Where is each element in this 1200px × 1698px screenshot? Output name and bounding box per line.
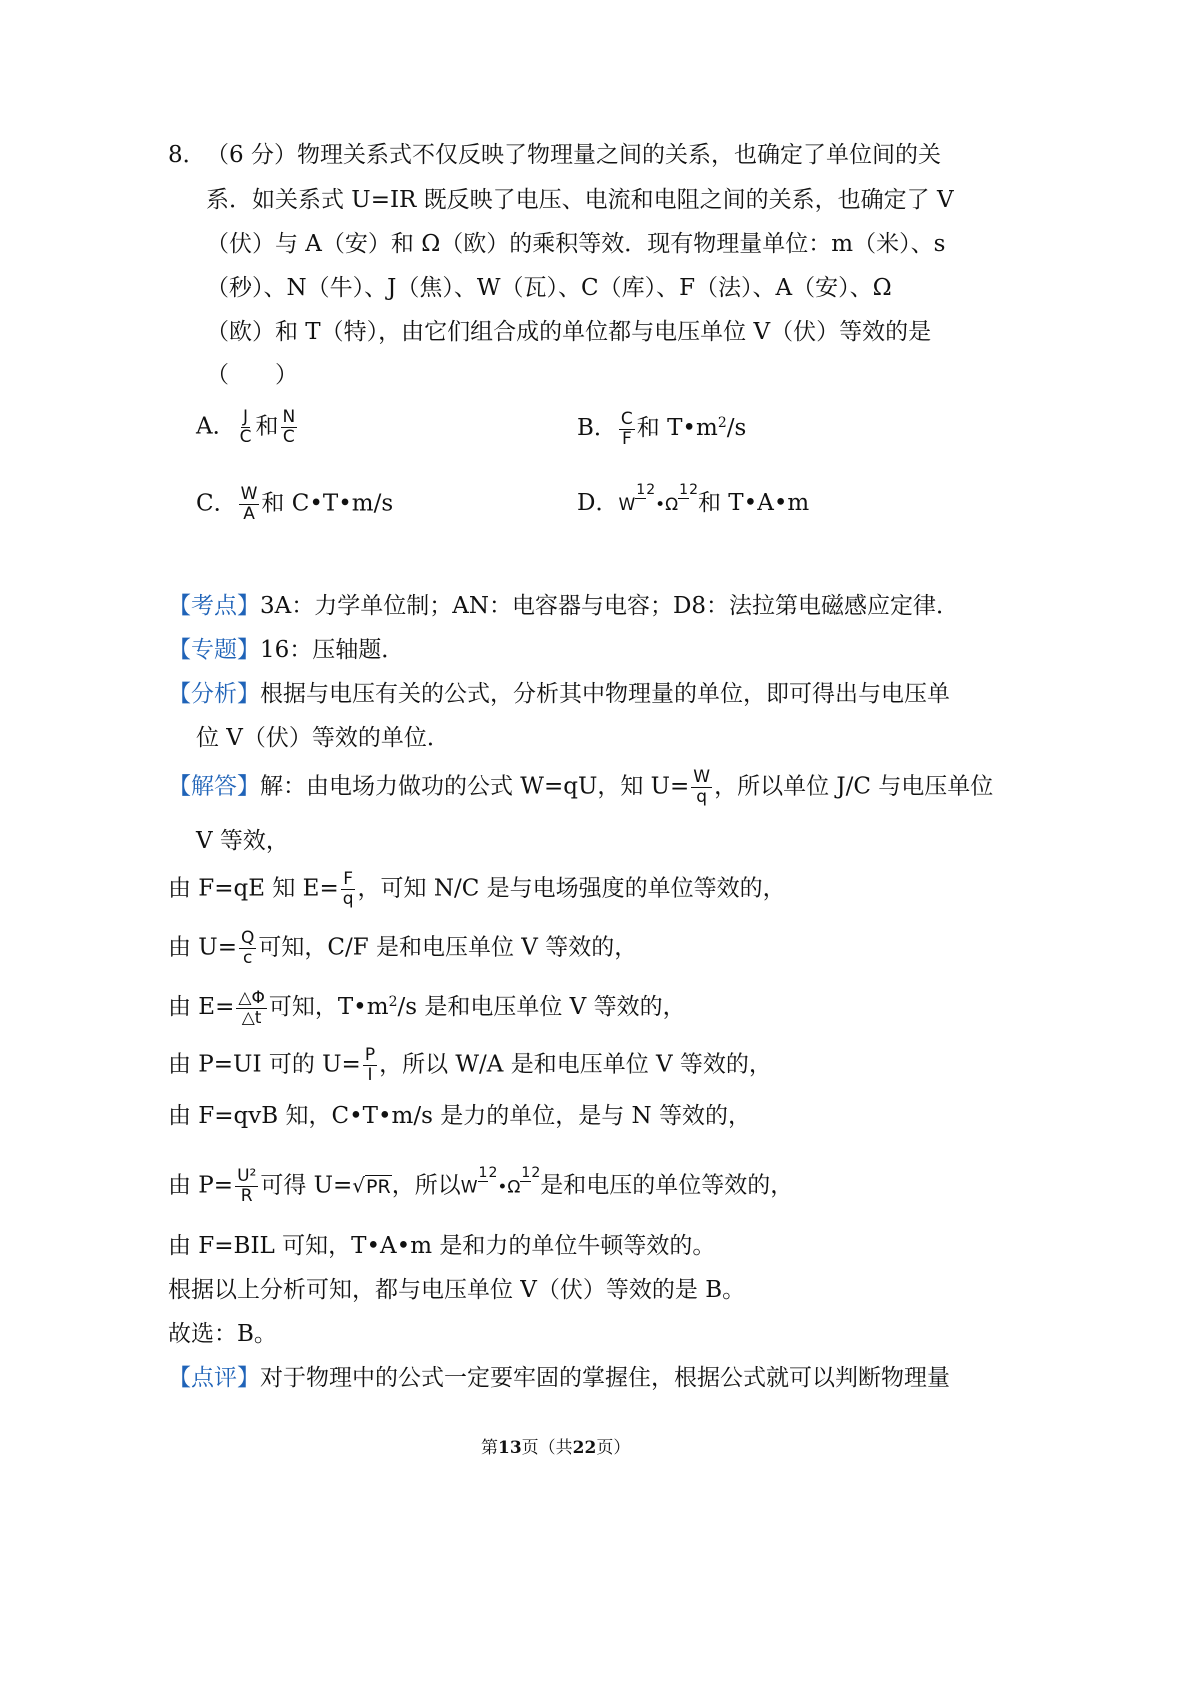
step-1-pre: 由 F=qE 知 E= [168,875,339,902]
option-b [577,408,746,449]
jieda-line-1 [168,768,993,807]
kaodian-text: 3A：力学单位制；AN：电容器与电容；D8：法拉第电磁感应定律． [260,593,960,619]
option-b-fraction [619,410,635,449]
step-3-fraction [236,989,266,1028]
step-6-mid: 可得 U= [260,1172,353,1199]
question-line-5: （欧）和 T（特），由它们组合成的单位都与电压单位 V（伏）等效的是 [206,319,932,345]
option-a-and: 和 [255,413,279,440]
step-3-sup: 2 [388,994,398,1010]
option-d-exp1-num: 1 [636,482,646,498]
sqrt-icon: √ [352,1173,366,1198]
option-b-f-num: C [620,408,633,429]
option-b-sup: 2 [717,415,727,431]
option-a-f2-num: N [282,407,296,427]
option-a-f1-num: J [243,407,249,427]
step-3-num: △Φ [238,987,265,1008]
kaodian-line [168,591,959,621]
step-9: 故选：B。 [168,1321,277,1347]
option-d-exp1-den: 2 [646,482,656,498]
step-4-num: P [364,1045,376,1065]
page-total: 22 [572,1438,597,1458]
footer-suffix: 页） [596,1438,631,1458]
step-4-den: I [367,1065,373,1085]
step-4-pre: 由 P=UI 可的 U= [168,1051,361,1078]
step-2-den: c [242,948,253,968]
step-1-num: F [343,869,354,889]
step-5: 由 F=qvB 知，C•T•m/s 是力的单位，是与 N 等效的， [168,1103,751,1129]
dianping-text: 对于物理中的公式一定要牢固的掌握住，根据公式就可以判断物理量 [260,1365,950,1391]
step-6-num: U² [237,1166,257,1186]
step-1-fraction [341,870,356,909]
step-3-pre: 由 E= [168,994,235,1020]
option-d-tail: 和 T•A•m [697,490,810,516]
step-3-post-1: 可知，T•m [268,994,389,1020]
question-line-1: （6 分）物理关系式不仅反映了物理量之间的关系，也确定了单位间的关 [206,142,941,168]
option-c-f-num: W [240,484,258,504]
option-c [196,485,393,524]
footer-mid: 页（共 [521,1438,573,1458]
option-c-fraction [239,485,260,524]
footer-prefix: 第 [481,1438,498,1458]
step-6-pre: 由 P= [168,1172,234,1199]
fenxi-tag: 【分析】 [168,681,260,707]
option-d-dot: • [655,495,666,515]
zhuanti-text: 16：压轴题． [260,637,405,663]
step-2-num: Q [240,928,255,948]
option-c-f-den: A [243,504,255,524]
step-2-pre: 由 U= [168,934,237,961]
step-4-post: ，所以 W/A 是和电压单位 V 等效的， [379,1051,772,1078]
option-b-tail: /s [726,415,747,441]
option-d-exp2-den: 2 [689,482,698,498]
step-6-radicand: PR [366,1175,391,1198]
option-c-tail: 和 C•T•m/s [261,490,394,517]
option-a-fraction-1 [238,408,254,447]
step-2-fraction [239,929,256,968]
jieda-f-num: W [693,767,711,787]
option-b-mid: 和 T•m [636,415,718,441]
step-6-exp2-den: 2 [531,1164,541,1181]
fenxi-line-1 [168,679,950,709]
step-3-den: △t [241,1007,262,1028]
question-line-4: （秒）、N（牛）、J（焦）、W（瓦）、C（库）、F（法）、A（安）、Ω [206,275,892,301]
jieda-pre: 解：由电场力做功的公式 W=qU，知 U= [260,773,690,800]
option-d-exp-1 [635,482,655,498]
step-3 [168,987,686,1028]
page-footer [481,1433,630,1463]
question-number: 8． [168,142,206,168]
step-6-exp-2 [520,1165,540,1181]
option-d-exp-2 [678,482,698,498]
jieda-f-den: q [696,787,708,807]
option-d-exp2-num: 1 [679,482,689,498]
step-6-exp1-den: 2 [488,1164,498,1181]
jieda-fraction [691,768,712,807]
step-1-post: ，可知 N/C 是与电场强度的单位等效的， [357,875,786,902]
page-number: 13 [498,1438,522,1458]
step-6-w: W [460,1177,478,1198]
step-6-dot: • [497,1177,508,1198]
dianping-line [168,1363,950,1393]
step-4 [168,1046,772,1085]
dianping-tag: 【点评】 [168,1365,260,1391]
jieda-tag: 【解答】 [168,773,260,800]
option-a-f2-den: C [282,427,295,447]
step-2-post: 可知，C/F 是和电压单位 V 等效的， [258,934,638,961]
step-7: 由 F=BIL 可知，T•A•m 是和力的单位牛顿等效的。 [168,1233,716,1259]
step-1-den: q [342,889,354,909]
option-b-label: B． [577,415,617,441]
option-a-f1-den: C [239,427,252,447]
option-d-w: W [618,495,636,515]
option-b-f-den: F [621,428,632,449]
step-6-post: 是和电压的单位等效的， [540,1172,794,1199]
step-6 [168,1164,794,1206]
step-6-mid-2: ，所以 [391,1172,461,1199]
option-a-fraction-2 [281,408,298,447]
step-2 [168,929,637,968]
option-c-label: C． [196,490,237,517]
fenxi-text-1: 根据与电压有关的公式，分析其中物理量的单位，即可得出与电压单 [260,681,950,707]
step-6-exp1-num: 1 [478,1164,488,1181]
option-d [577,482,810,520]
step-6-den: R [240,1186,253,1206]
step-6-exp2-num: 1 [521,1164,531,1181]
zhuanti-line [168,635,404,665]
kaodian-tag: 【考点】 [168,593,260,619]
fenxi-line-2: 位 V（伏）等效的单位． [196,725,450,751]
question-line-3: （伏）与 A（安）和 Ω（欧）的乘积等效．现有物理量单位：m（米）、s [206,231,946,257]
step-6-exp-1 [478,1165,498,1181]
step-6-fraction [235,1167,258,1206]
question-line-2: 系．如关系式 U=IR 既反映了电压、电流和电阻之间的关系，也确定了 V [206,187,954,213]
step-4-fraction [363,1046,377,1085]
step-6-omega: Ω [507,1177,521,1198]
option-a [196,408,299,447]
question-line-6: （ ） [206,362,298,388]
option-d-omega: Ω [665,495,679,515]
option-d-label: D． [577,490,619,516]
jieda-post: ，所以单位 J/C 与电压单位 [714,773,994,800]
option-a-label: A． [196,413,236,440]
step-1 [168,870,786,909]
jieda-line-2: V 等效， [196,828,289,854]
step-3-post-2: /s 是和电压单位 V 等效的， [397,994,686,1020]
step-8: 根据以上分析可知，都与电压单位 V（伏）等效的是 B。 [168,1277,746,1303]
zhuanti-tag: 【专题】 [168,637,260,663]
